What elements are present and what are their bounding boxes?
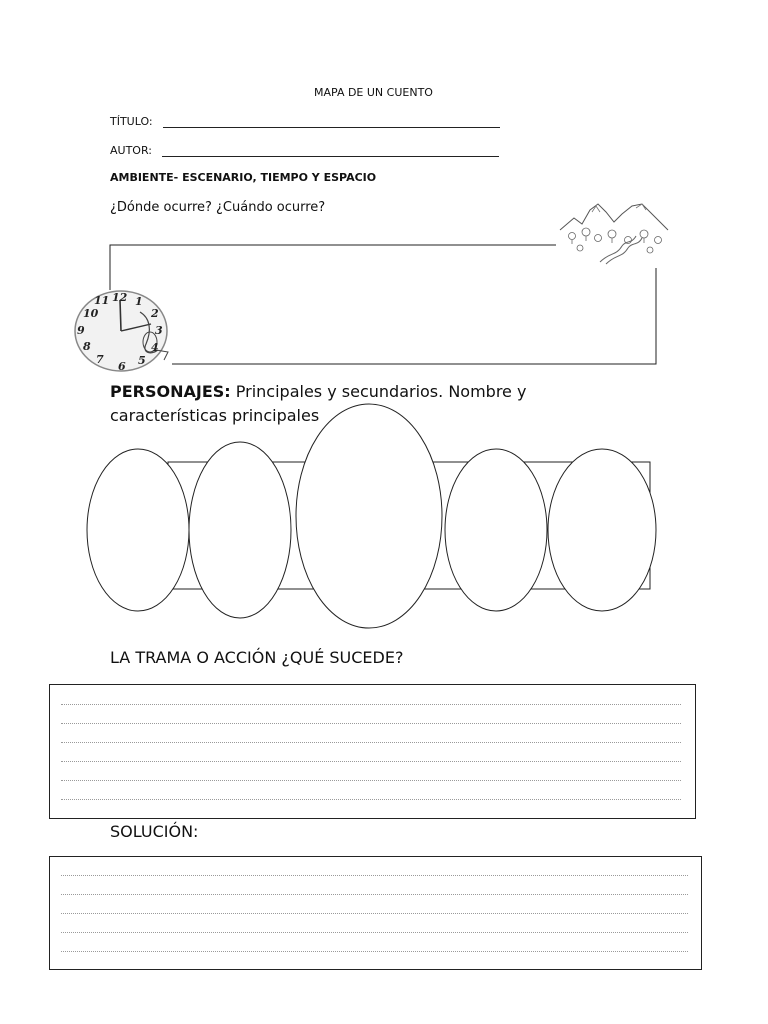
clock-number: 4 bbox=[151, 341, 159, 354]
writing-line bbox=[61, 894, 688, 895]
writing-line bbox=[61, 875, 688, 876]
writing-line bbox=[61, 742, 681, 743]
writing-line bbox=[61, 951, 688, 952]
clock-number: 5 bbox=[138, 354, 146, 367]
character-oval-main[interactable] bbox=[296, 404, 442, 628]
titulo-label: TÍTULO: bbox=[110, 115, 153, 128]
writing-line bbox=[61, 913, 688, 914]
character-oval-2[interactable] bbox=[189, 442, 291, 618]
clock-number: 7 bbox=[96, 353, 104, 366]
solucion-writing-box[interactable] bbox=[49, 856, 702, 970]
clock-number: 11 bbox=[94, 294, 110, 307]
character-oval-4[interactable] bbox=[548, 449, 656, 611]
writing-line bbox=[61, 932, 688, 933]
personajes-text-line2: características principales bbox=[110, 406, 320, 425]
clock-number: 10 bbox=[83, 307, 99, 320]
clock-number: 8 bbox=[83, 340, 91, 353]
autor-label: AUTOR: bbox=[110, 144, 152, 157]
clock-number: 6 bbox=[118, 360, 126, 373]
clock-number: 1 bbox=[135, 295, 143, 308]
clock-number: 12 bbox=[112, 291, 128, 304]
character-oval-3[interactable] bbox=[445, 449, 547, 611]
clock-number: 3 bbox=[155, 324, 163, 337]
character-oval-1[interactable] bbox=[87, 449, 189, 611]
ambiente-question: ¿Dónde ocurre? ¿Cuándo ocurre? bbox=[110, 200, 326, 215]
trama-heading: LA TRAMA O ACCIÓN ¿QUÉ SUCEDE? bbox=[110, 648, 404, 667]
clock-number: 9 bbox=[77, 324, 85, 337]
personajes-text-line1: Principales y secundarios. Nombre y bbox=[230, 382, 527, 401]
solucion-heading: SOLUCIÓN: bbox=[110, 822, 199, 841]
personajes-label: PERSONAJES: bbox=[110, 382, 231, 401]
writing-line bbox=[61, 723, 681, 724]
writing-line bbox=[61, 761, 681, 762]
clock-number: 2 bbox=[151, 307, 159, 320]
writing-line bbox=[61, 780, 681, 781]
trama-writing-box[interactable] bbox=[49, 684, 696, 819]
ambiente-heading: AMBIENTE- ESCENARIO, TIEMPO Y ESPACIO bbox=[110, 171, 377, 184]
writing-line bbox=[61, 704, 681, 705]
writing-line bbox=[61, 799, 681, 800]
worksheet-title: MAPA DE UN CUENTO bbox=[314, 86, 433, 99]
